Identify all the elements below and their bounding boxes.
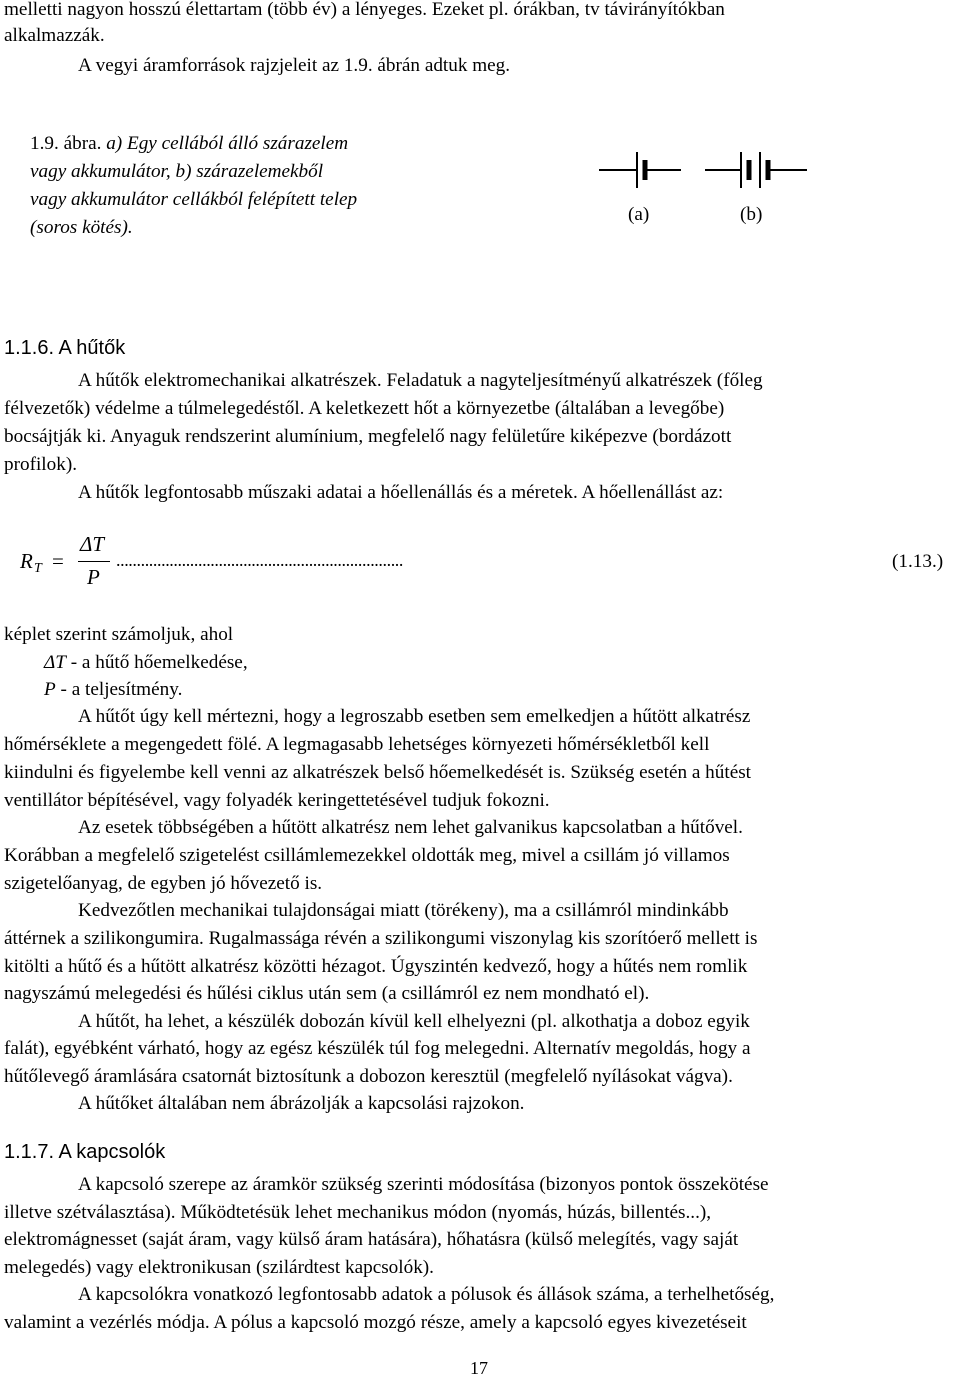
cooling-body-line-8: Kedvezőtlen mechanikai tulajdonságai miatt (törékeny), ma a csillámról mindinkább [78,900,729,921]
figure-label-a: (a) [628,204,650,225]
cooling-line-3: bocsájtják ki. Anyaguk rendszerint alumínium, megfelelő nagy felületűre kiképezve (bordázott [4,426,732,447]
figure-reference: A vegyi áramforrások rajzjeleit az 1.9. ábrán adtuk meg. [78,55,511,76]
cooling-body-line-9: áttérnek a szilikongumira. Rugalmassága révén a szilikongumi viszonylag kis szorítóerő mellett is [4,928,758,949]
cooling-line-4: profilok). [4,454,78,475]
definition-delta-t [44,649,248,677]
cooling-body-line-10: kitölti a hűtő és a hűtött alkatrész közötti hézagot. Úgyszintén kedvező, hogy a hűtés nem romlik [4,956,748,977]
figure-caption-text: a) Egy cellából álló szárazelem [101,133,349,154]
cooling-body-line-7: szigetelőanyag, de egyben jó hővezető is. [4,873,323,894]
section-heading-switches: 1.1.7. A kapcsolók [4,1141,166,1163]
figure-caption-line-3: vagy akkumulátor cellákból felépített telep [30,189,358,210]
figure-caption-line-4: (soros kötés). [30,217,133,238]
figure-caption-line-1 [30,130,348,158]
formula-lhs-subscript: T [34,561,42,576]
cooling-body-line-6: Korábban a megfelelő szigetelést csillámlemezekkel oldották meg, mivel a csillám jó villamos [4,845,730,866]
switches-line-3: elektromágnesset (saját áram, vagy külső áram hatására), hőhatásra (külső melegítés, vagy saját [4,1229,739,1250]
cooling-line-1: A hűtők elektromechanikai alkatrészek. Feladatuk a nagyteljesítményű alkatrészek (főleg [78,370,763,391]
section-heading-cooling: 1.1.6. A hűtők [4,337,126,359]
figure-caption-line-2: vagy akkumulátor, b) szárazelemekből [30,161,324,182]
formula-lhs: R [20,549,33,573]
switches-line-5: A kapcsolókra vonatkozó legfontosabb adatok a pólusok és állások száma, a terhelhetőség, [78,1284,775,1305]
definition-symbol-p: P [44,679,56,700]
figure-number: 1.9. ábra. [30,133,102,154]
formula-number: (1.13.) [892,551,944,572]
cooling-body-line-14: hűtőlevegő áramlására csatornát biztosítunk a dobozon keresztül (megfelelő nyílásokat vágva). [4,1066,733,1087]
formula-leader-dots: ...................................................................... [116,550,404,570]
thermal-resistance-formula [0,530,960,600]
switches-line-2: illetve szétválasztása). Működtetésük lehet mechanikus módon (nyomás, húzás, billentés...), [4,1202,712,1223]
definition-text-p: - a teljesítmény. [55,679,183,700]
definition-text-delta-t: - a hűtő hőemelkedése, [65,652,248,673]
cooling-body-line-13: falát), egyébként várható, hogy az egész készülék túl fog melegedni. Alternatív megoldás, hogy a [4,1038,751,1059]
battery-symbols-figure [595,148,815,198]
formula-equals: = [52,549,64,573]
switches-line-4: melegedés) vagy elektronikusan (szilárdtest kapcsolók). [4,1257,434,1278]
cooling-body-line-12: A hűtőt, ha lehet, a készülék dobozán kívül kell elhelyezni (pl. alkothatja a doboz egyik [78,1011,750,1032]
cooling-body-line-1: A hűtőt úgy kell mértezni, hogy a legroszabb esetben sem emelkedjen a hűtött alkatrész [78,706,751,727]
cooling-body-line-4: ventillátor bépítésével, vagy folyadék keringettetésével tudjuk fokozni. [4,790,550,811]
definition-p [44,676,182,704]
cooling-body-line-15: A hűtőket általában nem ábrázolják a kapcsolási rajzokon. [78,1093,525,1114]
cooling-body-line-3: kiindulni és figyelembe kell venni az alkatrészek belső hőemelkedését is. Szükség esetén a hűtést [4,762,752,783]
formula-denominator: P [87,565,100,589]
figure-label-b: (b) [740,204,763,225]
formula-where-line: képlet szerint számoljuk, ahol [4,624,234,645]
formula-numerator: ΔT [80,532,105,556]
switches-line-6: valamint a vezérlés módja. A pólus a kapcsoló mozgó része, amely a kapcsoló egyes kivezetéseit [4,1312,747,1333]
cooling-line-2: félvezetők) védelme a túlmelegedéstől. A keletkezett hőt a környezetbe (általában a levegőbe) [4,398,725,419]
intro-line-2: alkalmazzák. [4,25,105,46]
cooling-line-5: A hűtők legfontosabb műszaki adatai a hőellenállás és a méretek. A hőellenállást az: [78,482,724,503]
multi-cell-battery-symbol [705,152,807,188]
page-number: 17 [470,1358,488,1378]
cooling-body-line-11: nagyszámú melegedési és hűlési ciklus után sem (a csillámról ez nem mondható el). [4,983,650,1004]
intro-line-1: melletti nagyon hosszú élettartam (több év) a lényeges. Ezeket pl. órákban, tv távirányítókban [4,0,725,20]
formula-fraction-bar [78,561,110,562]
switches-line-1: A kapcsoló szerepe az áramkör szükség szerinti módosítása (bizonyos pontok összekötése [78,1174,769,1195]
single-cell-battery-symbol [599,152,681,188]
definition-symbol-delta-t: ΔT [44,652,66,673]
cooling-body-line-2: hőmérséklete a megengedett fölé. A legmagasabb lehetséges környezeti hőmérsékletből kell [4,734,710,755]
cooling-body-line-5: Az esetek többségében a hűtött alkatrész nem lehet galvanikus kapcsolatban a hűtővel. [78,817,743,838]
